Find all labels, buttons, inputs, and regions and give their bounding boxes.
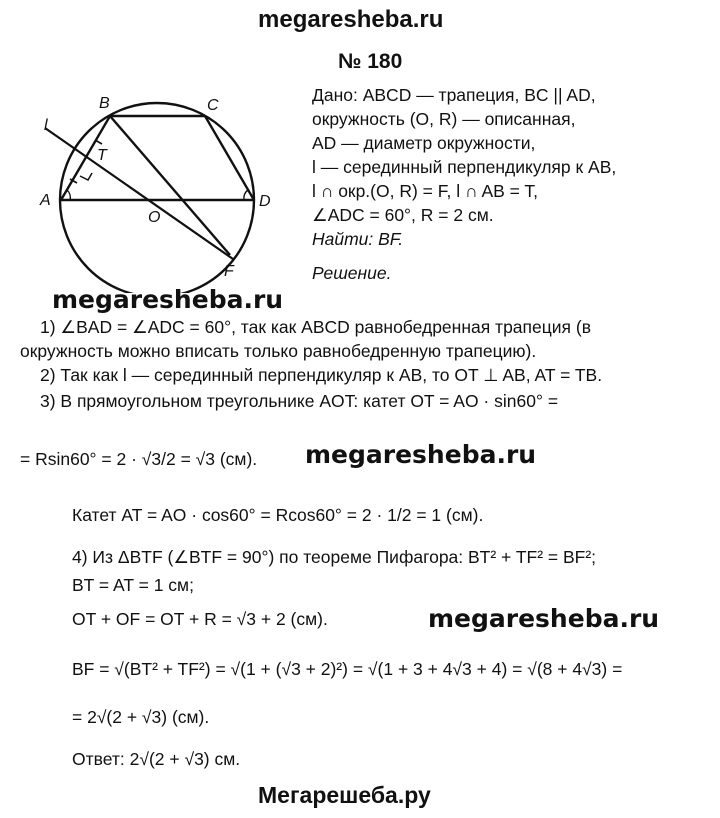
solution-step-3c: Катет AT = AO · cos60° = Rcos60° = 2 · 1/2 = 1 (см). (72, 505, 484, 525)
watermark-top: megaresheba.ru (258, 6, 444, 33)
watermark-middle-2: megaresheba.ru (428, 604, 660, 633)
segment-cd (205, 116, 254, 200)
solution-step-4b: BT = AT = 1 см; (72, 575, 194, 595)
perpendicular-bisector-l (45, 128, 233, 259)
answer: Ответ: 2√(2 + √3) см. (72, 749, 241, 769)
watermark-left: megaresheba.ru (52, 285, 284, 314)
angle-arc-d (244, 190, 248, 200)
label-t: T (97, 147, 107, 164)
solution-step-3: 3) В прямоугольном треугольнике AOT: катет OT = AO · sin60° = (40, 391, 559, 411)
label-c: C (207, 97, 219, 114)
solution-step-4d: BF = √(BT² + TF²) = √(1 + (√3 + 2)²) = √(1 + 3 + 4√3 + 4) = √(8 + 4√3) = (72, 659, 623, 679)
problem-number: № 180 (338, 50, 403, 73)
solution-step-3b: = Rsin60° = 2 · √3/2 = √3 (см). (20, 449, 258, 469)
given-line-1: Дано: ABCD — трапеция, BC || AD, (312, 85, 596, 105)
label-a: A (40, 192, 51, 209)
label-b: B (99, 95, 110, 112)
label-f: F (224, 263, 234, 280)
given-line-2: окружность (O, R) — описанная, (312, 109, 576, 129)
solution-step-4e: = 2√(2 + √3) (см). (72, 707, 210, 727)
angle-arc-a (67, 190, 70, 200)
label-l: l (44, 117, 48, 134)
given-line-6: ∠ADC = 60°, R = 2 см. (312, 205, 494, 225)
watermark-bottom: Мегарешеба.ру (258, 782, 431, 808)
right-angle-mark (80, 173, 92, 180)
solution-step-1b: окружность можно вписать только равнобедренную трапецию). (20, 341, 537, 361)
solution-step-4: 4) Из ΔBTF (∠BTF = 90°) по теореме Пифагора: BT² + TF² = BF²; (72, 547, 597, 567)
given-line-4: l — серединный перпендикуляр к AB, (312, 157, 617, 177)
solution-step-4c: OT + OF = OT + R = √3 + 2 (см). (72, 609, 328, 629)
given-line-3: AD — диаметр окружности, (312, 133, 536, 153)
solution-step-2: 2) Так как l — серединный перпендикуляр к AB, то OT ⊥ AB, AT = TB. (40, 365, 603, 385)
solution-step-1a: 1) ∠BAD = ∠ADC = 60°, так как ABCD равнобедренная трапеция (в (40, 317, 592, 337)
given-find: Найти: BF. (312, 229, 404, 249)
watermark-middle-1: megaresheba.ru (305, 440, 537, 469)
given-line-5: l ∩ окр.(O, R) = F, l ∩ AB = T, (312, 181, 539, 201)
label-d: D (259, 193, 271, 210)
geometry-figure (30, 88, 295, 293)
solution-heading: Решение. (312, 263, 392, 283)
label-o: O (148, 209, 161, 226)
